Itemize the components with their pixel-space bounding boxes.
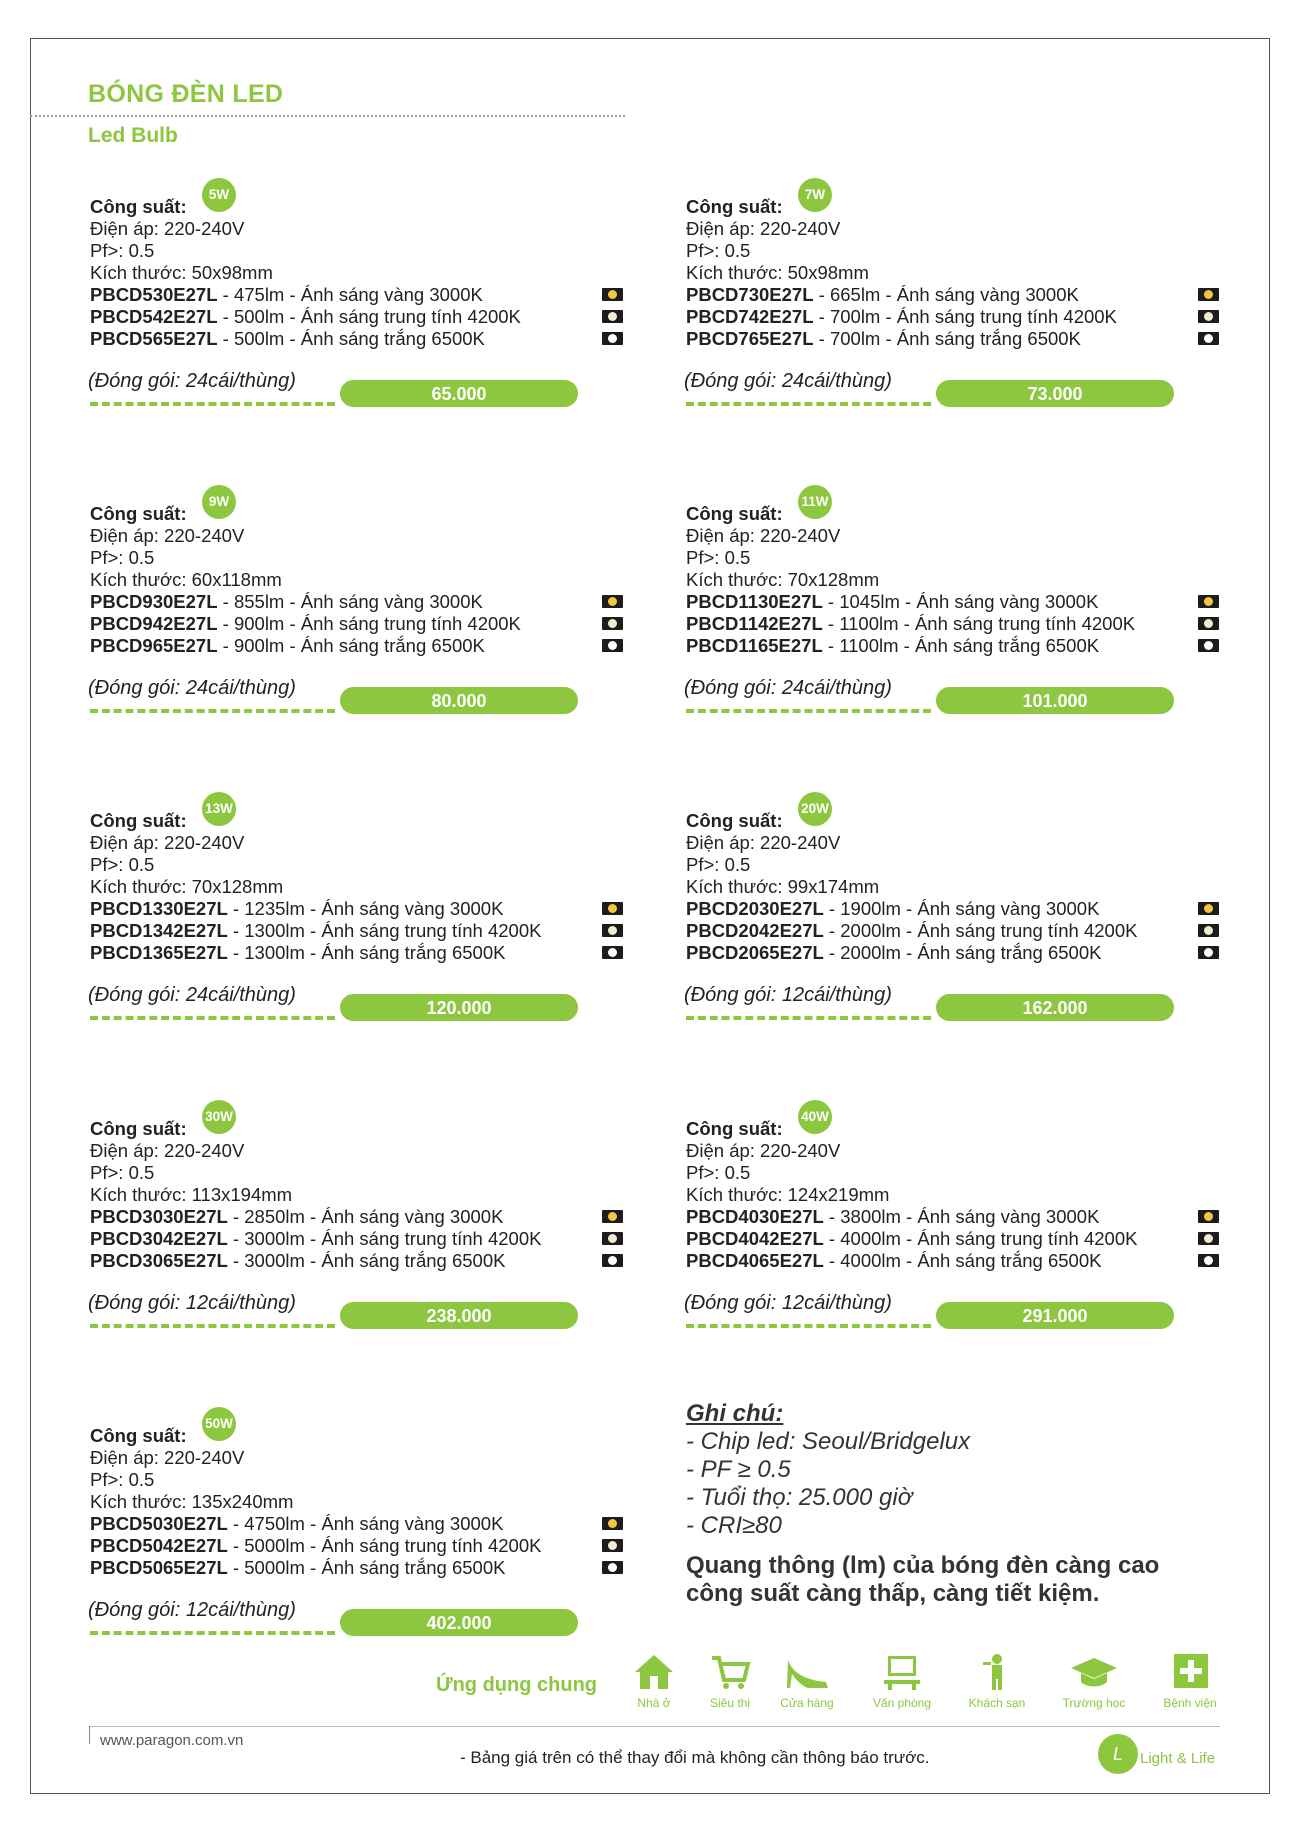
wattage-badge: 13W — [202, 792, 236, 826]
variant-row — [686, 920, 1137, 942]
packing-info: (Đóng gói: 24cái/thùng) — [684, 370, 892, 392]
variant-description: - 4000lm - Ánh sáng trung tính 4200K — [823, 1228, 1138, 1249]
dimensions: Kích thước: 70x128mm — [686, 569, 880, 590]
voltage: Điện áp: 220-240V — [90, 1447, 245, 1468]
application-label: Siêu thị — [709, 1696, 751, 1710]
price-tag: 101.000 — [936, 687, 1174, 714]
note-item: - Tuổi thọ: 25.000 giờ — [686, 1484, 913, 1511]
light-color-swatch — [602, 288, 623, 301]
product-code: PBCD5042E27L — [90, 1535, 228, 1556]
variant-row — [686, 942, 1101, 964]
voltage: Điện áp: 220-240V — [90, 1140, 245, 1161]
light-color-swatch — [1198, 946, 1219, 959]
packing-divider — [90, 709, 335, 713]
product-code: PBCD565E27L — [90, 328, 218, 349]
packing-info: (Đóng gói: 12cái/thùng) — [684, 1292, 892, 1314]
light-color-swatch — [1198, 639, 1219, 652]
power-factor: Pf>: 0.5 — [686, 547, 751, 568]
house-icon — [632, 1652, 676, 1692]
dimensions: Kích thước: 124x219mm — [686, 1184, 890, 1205]
power-factor: Pf>: 0.5 — [686, 240, 751, 261]
variant-description: - 700lm - Ánh sáng trung tính 4200K — [813, 306, 1117, 327]
variant-description: - 1900lm - Ánh sáng vàng 3000K — [823, 898, 1100, 919]
application-label: Trường học — [1062, 1696, 1126, 1710]
variant-description: - 5000lm - Ánh sáng trắng 6500K — [227, 1557, 506, 1578]
application-hotel — [957, 1652, 1037, 1710]
product-code: PBCD1165E27L — [686, 635, 823, 656]
power-factor: Pf>: 0.5 — [686, 1162, 751, 1183]
variant-row — [686, 613, 1135, 635]
power-factor: Pf>: 0.5 — [90, 854, 155, 875]
product-code: PBCD530E27L — [90, 284, 218, 305]
application-home — [614, 1652, 694, 1710]
light-color-swatch — [602, 1517, 623, 1530]
variant-row — [90, 328, 485, 350]
light-color-swatch — [602, 1254, 623, 1267]
power-label: Công suất: — [90, 1118, 187, 1139]
light-color-swatch — [1198, 595, 1219, 608]
dimensions: Kích thước: 60x118mm — [90, 569, 282, 590]
variant-row — [90, 613, 521, 635]
application-shop — [767, 1652, 847, 1710]
office-desk-icon — [880, 1652, 924, 1692]
product-code: PBCD1142E27L — [686, 613, 823, 634]
product-code: PBCD1330E27L — [90, 898, 228, 919]
packing-info: (Đóng gói: 24cái/thùng) — [88, 984, 296, 1006]
variant-description: - 665lm - Ánh sáng vàng 3000K — [813, 284, 1079, 305]
application-hospital — [1150, 1652, 1230, 1710]
voltage: Điện áp: 220-240V — [686, 525, 841, 546]
product-code: PBCD2030E27L — [686, 898, 824, 919]
wattage-badge: 5W — [202, 178, 236, 212]
dimensions: Kích thước: 99x174mm — [686, 876, 880, 897]
variant-row — [90, 284, 483, 306]
price-tag: 291.000 — [936, 1302, 1174, 1329]
application-school — [1054, 1652, 1134, 1710]
variant-description: - 4000lm - Ánh sáng trắng 6500K — [823, 1250, 1102, 1271]
wattage-badge: 9W — [202, 485, 236, 519]
product-code: PBCD4065E27L — [686, 1250, 824, 1271]
light-color-swatch — [602, 1232, 623, 1245]
product-code: PBCD5030E27L — [90, 1513, 228, 1534]
variant-description: - 3800lm - Ánh sáng vàng 3000K — [823, 1206, 1100, 1227]
packing-info: (Đóng gói: 12cái/thùng) — [88, 1599, 296, 1621]
variant-description: - 900lm - Ánh sáng trắng 6500K — [217, 635, 485, 656]
wattage-badge: 50W — [202, 1407, 236, 1441]
application-label: Nhà ở — [637, 1696, 671, 1710]
packing-divider — [90, 402, 335, 406]
wattage-badge: 30W — [202, 1100, 236, 1134]
light-color-swatch — [602, 595, 623, 608]
website-link[interactable]: www.paragon.com.vn — [100, 1732, 244, 1749]
variant-description: - 1045lm - Ánh sáng vàng 3000K — [822, 591, 1099, 612]
light-color-swatch — [1198, 332, 1219, 345]
notes-summary — [686, 1552, 1246, 1608]
power-factor: Pf>: 0.5 — [90, 1162, 155, 1183]
high-heel-icon — [782, 1652, 832, 1692]
product-card — [88, 494, 640, 713]
application-label: Bệnh viện — [1163, 1696, 1217, 1710]
application-office — [862, 1652, 942, 1710]
variant-row — [90, 942, 505, 964]
wattage-badge: 7W — [798, 178, 832, 212]
notes-summary-line: công suất càng thấp, càng tiết kiệm. — [686, 1580, 1100, 1607]
power-factor: Pf>: 0.5 — [90, 240, 155, 261]
variant-row — [686, 306, 1117, 328]
product-code: PBCD4042E27L — [686, 1228, 824, 1249]
variant-row — [686, 284, 1079, 306]
applications-title: Ứng dụng chung — [436, 1674, 597, 1696]
variant-description: - 1300lm - Ánh sáng trung tính 4200K — [227, 920, 542, 941]
variant-row — [90, 898, 503, 920]
brand-logo: L — [1098, 1734, 1138, 1774]
light-color-swatch — [602, 946, 623, 959]
product-card — [684, 1109, 1236, 1328]
product-code: PBCD1365E27L — [90, 942, 228, 963]
light-color-swatch — [602, 617, 623, 630]
price-tag: 120.000 — [340, 994, 578, 1021]
variant-description: - 900lm - Ánh sáng trung tính 4200K — [217, 613, 521, 634]
variant-row — [90, 1228, 541, 1250]
light-color-swatch — [1198, 288, 1219, 301]
bellboy-icon — [975, 1652, 1019, 1692]
variant-row — [90, 635, 485, 657]
power-label: Công suất: — [90, 196, 187, 217]
product-code: PBCD542E27L — [90, 306, 218, 327]
variant-description: - 475lm - Ánh sáng vàng 3000K — [217, 284, 483, 305]
product-card — [684, 801, 1236, 1020]
product-card — [88, 1416, 640, 1635]
packing-info: (Đóng gói: 12cái/thùng) — [684, 984, 892, 1006]
dimensions: Kích thước: 50x98mm — [686, 262, 869, 283]
packing-divider — [686, 1016, 931, 1020]
product-code: PBCD4030E27L — [686, 1206, 824, 1227]
packing-divider — [90, 1016, 335, 1020]
variant-description: - 3000lm - Ánh sáng trắng 6500K — [227, 1250, 506, 1271]
variant-row — [686, 1250, 1101, 1272]
product-code: PBCD3030E27L — [90, 1206, 228, 1227]
price-tag: 73.000 — [936, 380, 1174, 407]
product-code: PBCD5065E27L — [90, 1557, 228, 1578]
price-tag: 65.000 — [340, 380, 578, 407]
light-color-swatch — [1198, 924, 1219, 937]
product-code: PBCD730E27L — [686, 284, 814, 305]
packing-divider — [686, 402, 931, 406]
brand-tagline: Light & Life — [1140, 1750, 1216, 1767]
notes-section — [686, 1400, 1246, 1608]
variant-row — [686, 635, 1099, 657]
light-color-swatch — [602, 1210, 623, 1223]
power-label: Công suất: — [686, 503, 783, 524]
light-color-swatch — [602, 310, 623, 323]
power-label: Công suất: — [686, 1118, 783, 1139]
page-subtitle: Led Bulb — [88, 124, 178, 147]
power-label: Công suất: — [90, 810, 187, 831]
variant-row — [686, 1228, 1137, 1250]
variant-row — [90, 591, 483, 613]
product-code: PBCD942E27L — [90, 613, 218, 634]
dimensions: Kích thước: 50x98mm — [90, 262, 273, 283]
packing-divider — [90, 1324, 335, 1328]
product-code: PBCD3042E27L — [90, 1228, 228, 1249]
price-tag: 162.000 — [936, 994, 1174, 1021]
variant-row — [686, 1206, 1099, 1228]
dimensions: Kích thước: 70x128mm — [90, 876, 284, 897]
product-code: PBCD3065E27L — [90, 1250, 228, 1271]
product-card — [88, 801, 640, 1020]
price-tag: 238.000 — [340, 1302, 578, 1329]
voltage: Điện áp: 220-240V — [90, 832, 245, 853]
variant-row — [686, 328, 1081, 350]
power-label: Công suất: — [90, 1425, 187, 1446]
voltage: Điện áp: 220-240V — [686, 832, 841, 853]
power-label: Công suất: — [90, 503, 187, 524]
variant-description: - 2850lm - Ánh sáng vàng 3000K — [227, 1206, 504, 1227]
dimensions: Kích thước: 135x240mm — [90, 1491, 294, 1512]
light-color-swatch — [602, 902, 623, 915]
power-label: Công suất: — [686, 810, 783, 831]
variant-description: - 500lm - Ánh sáng trung tính 4200K — [217, 306, 521, 327]
wattage-badge: 11W — [798, 485, 832, 519]
product-code: PBCD1130E27L — [686, 591, 823, 612]
variant-description: - 1300lm - Ánh sáng trắng 6500K — [227, 942, 506, 963]
light-color-swatch — [602, 1539, 623, 1552]
product-code: PBCD2065E27L — [686, 942, 824, 963]
note-item: - PF ≥ 0.5 — [686, 1456, 791, 1483]
packing-divider — [686, 709, 931, 713]
footer-tick — [89, 1726, 90, 1744]
packing-info: (Đóng gói: 24cái/thùng) — [684, 677, 892, 699]
dimensions: Kích thước: 113x194mm — [90, 1184, 293, 1205]
variant-row — [90, 1513, 503, 1535]
product-card — [88, 187, 640, 406]
variant-row — [90, 1250, 505, 1272]
variant-description: - 2000lm - Ánh sáng trắng 6500K — [823, 942, 1102, 963]
light-color-swatch — [602, 1561, 623, 1574]
product-card — [684, 187, 1236, 406]
cart-icon — [708, 1652, 752, 1692]
footer-divider — [90, 1726, 1220, 1727]
variant-description: - 1100lm - Ánh sáng trắng 6500K — [822, 635, 1100, 656]
variant-description: - 500lm - Ánh sáng trắng 6500K — [217, 328, 485, 349]
voltage: Điện áp: 220-240V — [90, 218, 245, 239]
packing-info: (Đóng gói: 24cái/thùng) — [88, 677, 296, 699]
product-code: PBCD930E27L — [90, 591, 218, 612]
product-card — [88, 1109, 640, 1328]
packing-divider — [90, 1631, 335, 1635]
light-color-swatch — [602, 924, 623, 937]
application-label: Văn phòng — [872, 1696, 932, 1710]
light-color-swatch — [1198, 902, 1219, 915]
light-color-swatch — [1198, 1232, 1219, 1245]
graduation-cap-icon — [1069, 1652, 1119, 1692]
product-code: PBCD765E27L — [686, 328, 814, 349]
title-divider — [30, 115, 625, 117]
light-color-swatch — [602, 332, 623, 345]
notes-summary-line: Quang thông (lm) của bóng đèn càng cao — [686, 1552, 1160, 1579]
application-label: Khách sạn — [968, 1696, 1026, 1710]
packing-info: (Đóng gói: 24cái/thùng) — [88, 370, 296, 392]
variant-description: - 3000lm - Ánh sáng trung tính 4200K — [227, 1228, 542, 1249]
variant-description: - 855lm - Ánh sáng vàng 3000K — [217, 591, 483, 612]
variant-description: - 700lm - Ánh sáng trắng 6500K — [813, 328, 1081, 349]
light-color-swatch — [1198, 1254, 1219, 1267]
variant-row — [90, 1557, 505, 1579]
medical-cross-icon — [1168, 1652, 1212, 1692]
product-card — [684, 494, 1236, 713]
price-disclaimer: - Bảng giá trên có thể thay đổi mà không cần thông báo trước. — [460, 1748, 930, 1767]
power-factor: Pf>: 0.5 — [90, 547, 155, 568]
application-label: Cửa hàng — [780, 1696, 834, 1710]
variant-row — [686, 898, 1099, 920]
note-item: - CRI≥80 — [686, 1512, 782, 1539]
variant-description: - 5000lm - Ánh sáng trung tính 4200K — [227, 1535, 542, 1556]
light-color-swatch — [1198, 310, 1219, 323]
light-color-swatch — [1198, 1210, 1219, 1223]
variant-row — [686, 591, 1098, 613]
variant-description: - 1235lm - Ánh sáng vàng 3000K — [227, 898, 504, 919]
power-label: Công suất: — [686, 196, 783, 217]
packing-info: (Đóng gói: 12cái/thùng) — [88, 1292, 296, 1314]
variant-description: - 2000lm - Ánh sáng trung tính 4200K — [823, 920, 1138, 941]
power-factor: Pf>: 0.5 — [686, 854, 751, 875]
voltage: Điện áp: 220-240V — [686, 1140, 841, 1161]
variant-row — [90, 1535, 541, 1557]
product-code: PBCD742E27L — [686, 306, 814, 327]
wattage-badge: 20W — [798, 792, 832, 826]
product-code: PBCD1342E27L — [90, 920, 228, 941]
voltage: Điện áp: 220-240V — [90, 525, 245, 546]
product-code: PBCD965E27L — [90, 635, 218, 656]
page-title: BÓNG ĐÈN LED — [88, 80, 284, 108]
variant-row — [90, 920, 541, 942]
note-item: - Chip led: Seoul/Bridgelux — [686, 1428, 971, 1455]
price-tag: 402.000 — [340, 1609, 578, 1636]
light-color-swatch — [602, 639, 623, 652]
notes-title: Ghi chú: — [686, 1400, 784, 1427]
variant-description: - 4750lm - Ánh sáng vàng 3000K — [227, 1513, 504, 1534]
variant-description: - 1100lm - Ánh sáng trung tính 4200K — [822, 613, 1136, 634]
variant-row — [90, 1206, 503, 1228]
wattage-badge: 40W — [798, 1100, 832, 1134]
price-tag: 80.000 — [340, 687, 578, 714]
variant-row — [90, 306, 521, 328]
voltage: Điện áp: 220-240V — [686, 218, 841, 239]
power-factor: Pf>: 0.5 — [90, 1469, 155, 1490]
light-color-swatch — [1198, 617, 1219, 630]
application-supermarket — [690, 1652, 770, 1710]
product-code: PBCD2042E27L — [686, 920, 824, 941]
packing-divider — [686, 1324, 931, 1328]
